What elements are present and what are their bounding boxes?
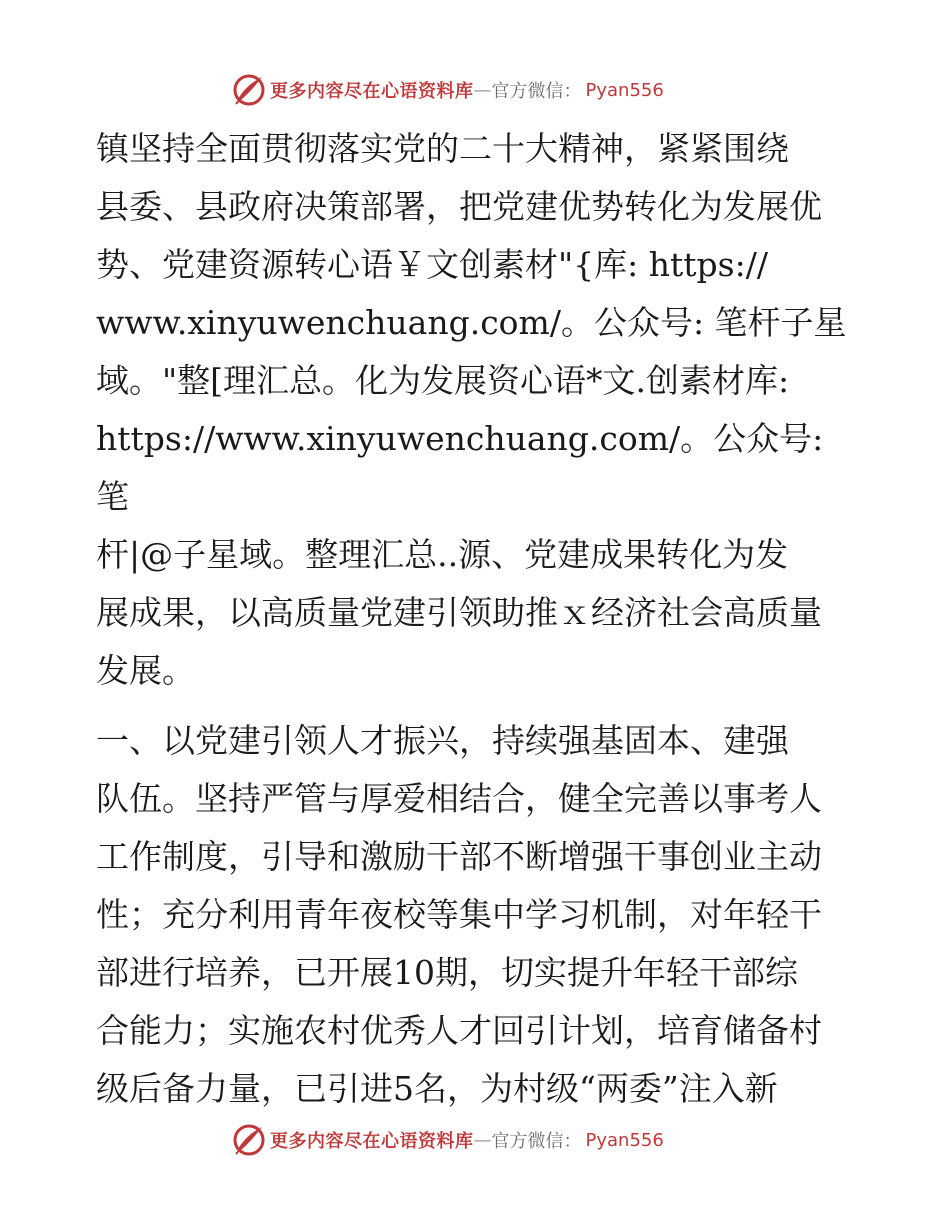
feather-pen-logo-icon (232, 73, 266, 107)
footer-watermark-banner (232, 1122, 732, 1158)
footer-banner-wechat-id: Pyan556 (585, 1129, 664, 1151)
header-banner-text: 更多内容尽在心语资料库 (270, 81, 474, 102)
body-paragraph-1: 镇坚持全面贯彻落实党的二十大精神，紧紧围绕 县委、县政府决策部署，把党建优势转化为发展优 势、党建资源转心语￥文创素材"{库: https:// www.xinyuwenchuang.com/。公众号: 笔杆子星 域。"整[理汇总。化为发展资心语*文.创素材库: https://www.xinyuwenchuang.com/。公众号: 笔 杆|@子星域。整理汇总..源、党建成果转化为发 展成果，以高质量党建引领助推ｘ经济社会高质量 发展。 (96, 129, 847, 690)
footer-banner-label: 官方微信： (491, 1131, 582, 1152)
footer-banner-dash: — (473, 1129, 492, 1151)
header-banner-wechat-id: Pyan556 (585, 79, 664, 101)
document-body (96, 120, 856, 1118)
feather-pen-logo-icon (232, 1123, 266, 1157)
footer-banner-text: 更多内容尽在心语资料库 (270, 1131, 474, 1152)
header-banner-label: 官方微信： (491, 81, 582, 102)
header-watermark-banner (232, 72, 732, 108)
body-paragraph-2: 一、以党建引领人才振兴，持续强基固本、建强 队伍。坚持严管与厚爱相结合，健全完善以事考人 工作制度，引导和激励干部不断增强干事创业主动 性；充分利用青年夜校等集中学习机制，对年轻干 部进行培养，已开展10期，切实提升年轻干部综 合能力；实施农村优秀人才回引计划，培育储备村 级后备力量，已引进5名，为村级“两委”注入新 (96, 721, 822, 1108)
header-banner-dash: — (473, 79, 492, 101)
